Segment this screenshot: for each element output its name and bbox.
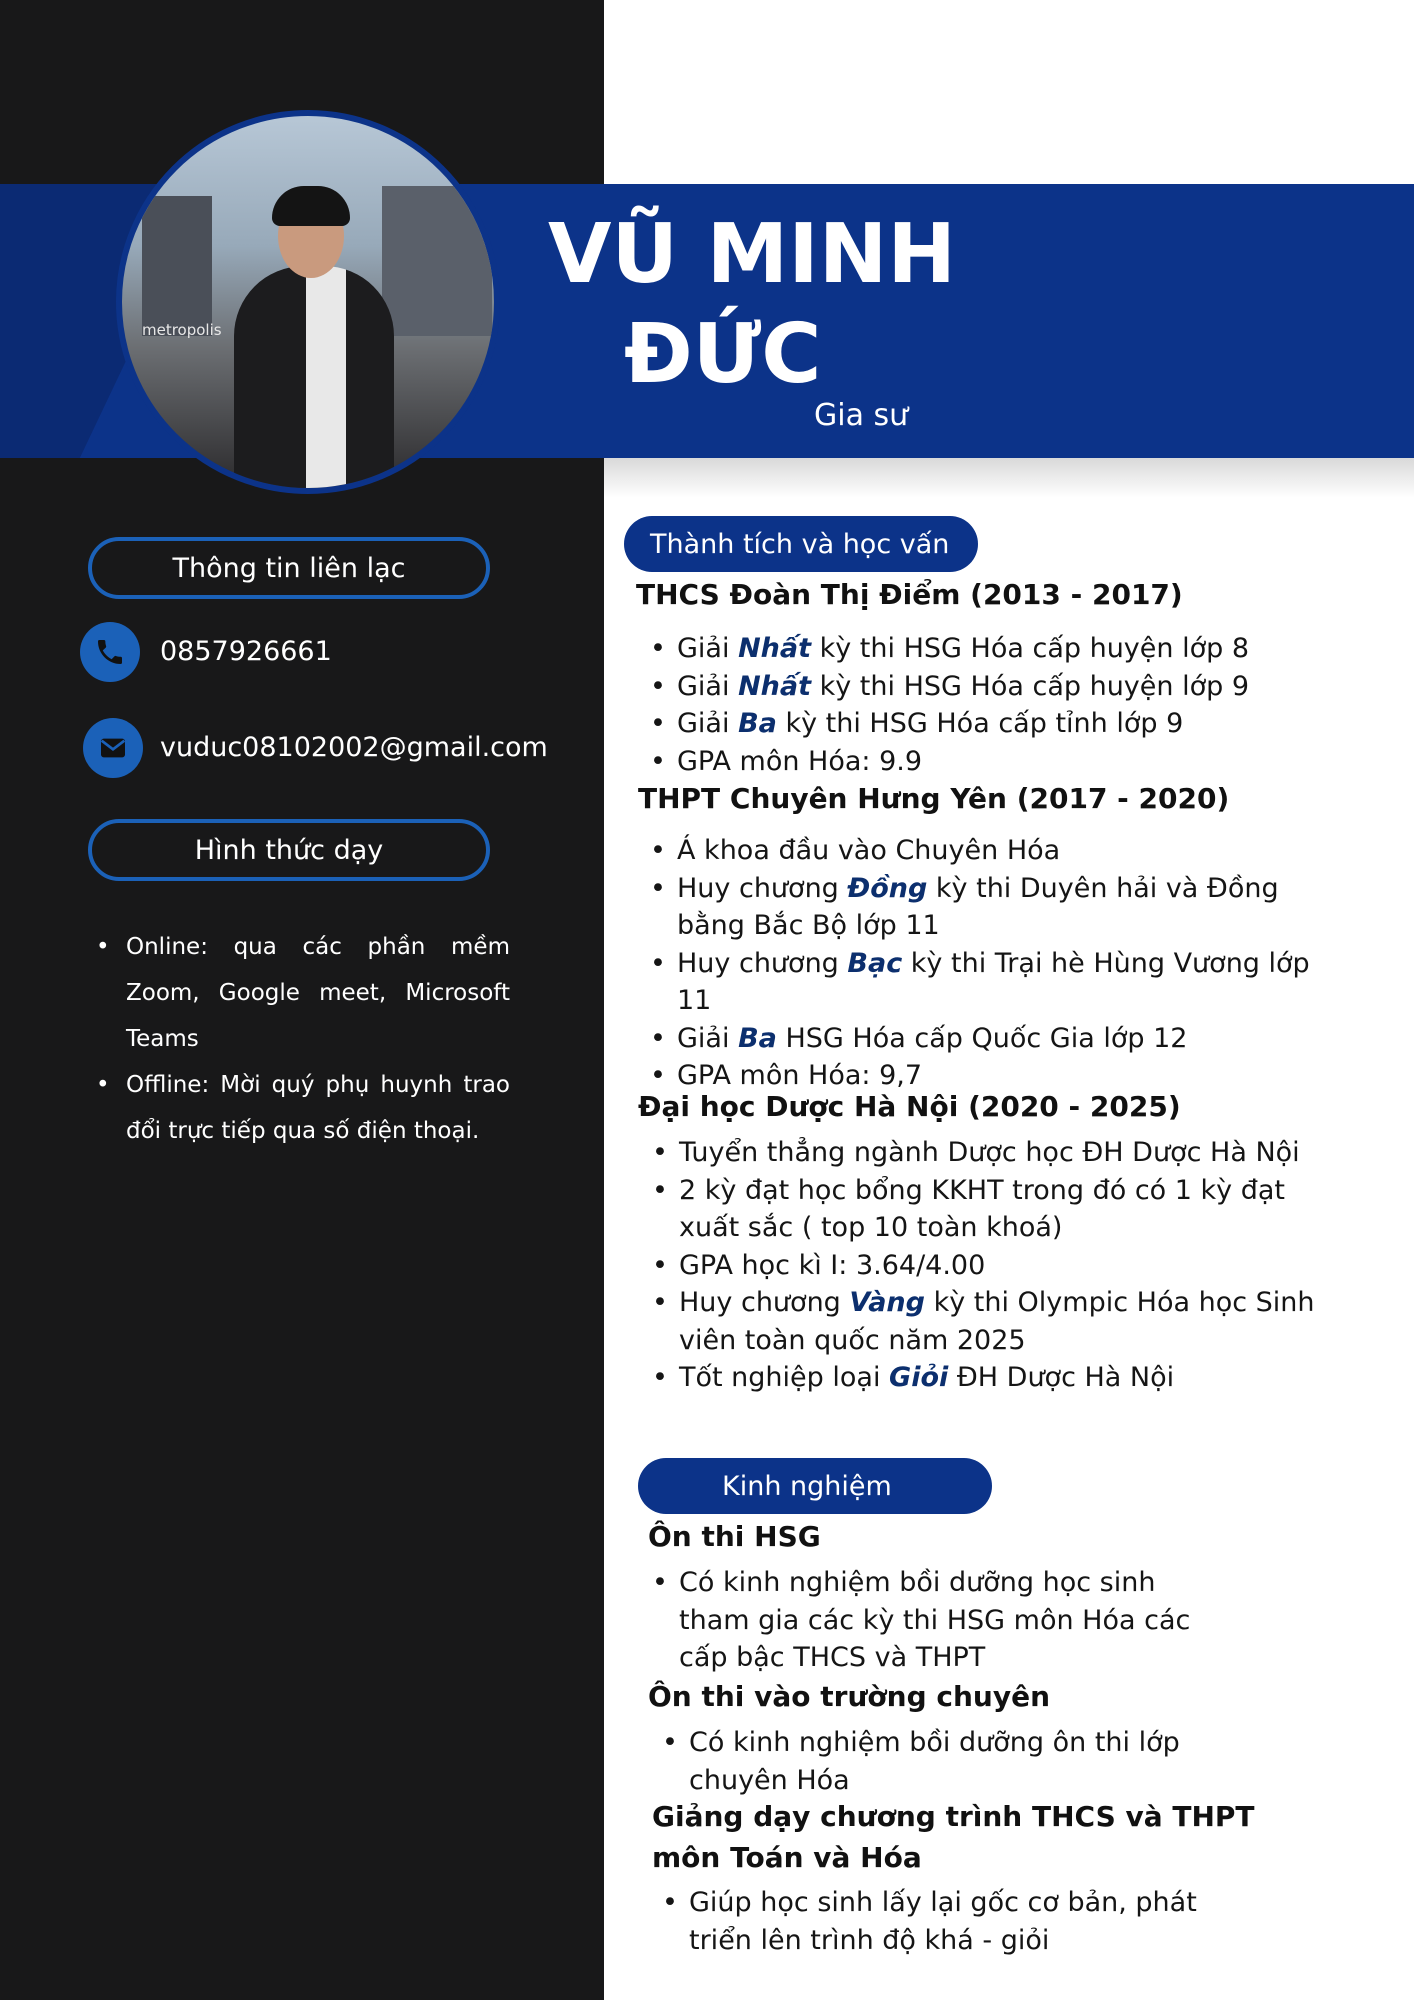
photo-person-hair: [272, 186, 350, 226]
list-item: • Có kinh nghiệm bồi dưỡng học sinh tham gia các kỳ thi HSG môn Hóa các cấp bậc THCS và THPT: [644, 1564, 1234, 1677]
school-heading: Đại học Dược Hà Nội (2020 - 2025): [638, 1090, 1181, 1123]
experience-list: [654, 1724, 1244, 1799]
school-achievement-list: [642, 832, 1322, 1095]
list-item: • Giải Nhất kỳ thi HSG Hóa cấp huyện lớp 8: [642, 630, 1322, 668]
profile-photo: [116, 110, 500, 494]
experience-list: [644, 1564, 1234, 1677]
teaching-title-label: Hình thức dạy: [194, 834, 384, 866]
list-item: • Huy chương Đồng kỳ thi Duyên hải và Đồng bằng Bắc Bộ lớp 11: [642, 870, 1322, 945]
experience-heading: Ôn thi vào trường chuyên: [648, 1680, 1051, 1713]
email-address[interactable]: vuduc08102002@gmail.com: [160, 732, 548, 763]
list-item: • GPA môn Hóa: 9.9: [642, 743, 1322, 781]
list-item: • Huy chương Bạc kỳ thi Trại hè Hùng Vương lớp 11: [642, 945, 1322, 1020]
photo-person-body: [234, 266, 394, 494]
list-item: • Tuyển thẳng ngành Dược học ĐH Dược Hà Nội: [644, 1134, 1324, 1172]
list-item: • GPA học kì I: 3.64/4.00: [644, 1247, 1324, 1285]
school-achievement-list: [642, 630, 1322, 780]
teaching-mode-list: [96, 924, 510, 1154]
list-item: • Giải Ba kỳ thi HSG Hóa cấp tỉnh lớp 9: [642, 705, 1322, 743]
list-item: • Giúp học sinh lấy lại gốc cơ bản, phát triển lên trình độ khá - giỏi: [654, 1884, 1244, 1959]
banner-shadow: [604, 458, 1414, 498]
job-title: Gia sư: [814, 398, 909, 433]
list-item: • Có kinh nghiệm bồi dưỡng ôn thi lớp chuyên Hóa: [654, 1724, 1244, 1799]
list-item: • Offline: Mời quý phụ huynh trao đổi trực tiếp qua số điện thoại.: [96, 1062, 510, 1154]
list-item: • Giải Nhất kỳ thi HSG Hóa cấp huyện lớp 9: [642, 668, 1322, 706]
photo-building: [142, 196, 212, 336]
list-item: • GPA môn Hóa: 9,7: [642, 1057, 1322, 1095]
photo-building: [382, 186, 492, 336]
photo-sign: metropolis: [142, 321, 222, 339]
school-achievement-list: [644, 1134, 1324, 1397]
experience-heading: Ôn thi HSG: [648, 1520, 821, 1553]
teaching-section-title: [88, 819, 490, 881]
school-heading: THPT Chuyên Hưng Yên (2017 - 2020): [638, 782, 1230, 815]
list-item: • Tốt nghiệp loại Giỏi ĐH Dược Hà Nội: [644, 1359, 1324, 1397]
list-item: • Giải Ba HSG Hóa cấp Quốc Gia lớp 12: [642, 1020, 1322, 1058]
list-item: • 2 kỳ đạt học bổng KKHT trong đó có 1 kỳ đạt xuất sắc ( top 10 toàn khoá): [644, 1172, 1324, 1247]
experience-heading: Giảng dạy chương trình THCS và THPT môn Toán và Hóa: [652, 1800, 1255, 1874]
experience-section-title: [638, 1458, 992, 1514]
name-line-1: VŨ MINH: [548, 207, 956, 302]
list-item: • Online: qua các phần mềm Zoom, Google meet, Microsoft Teams: [96, 924, 510, 1062]
phone-icon: [80, 622, 140, 682]
education-title-label: Thành tích và học vấn: [650, 528, 950, 560]
experience-list: [654, 1884, 1244, 1959]
contact-title-label: Thông tin liên lạc: [172, 552, 406, 584]
school-heading: THCS Đoàn Thị Điểm (2013 - 2017): [636, 578, 1183, 611]
education-section-title: [624, 516, 978, 572]
contact-section-title: [88, 537, 490, 599]
envelope-icon: [83, 718, 143, 778]
list-item: • Huy chương Vàng kỳ thi Olympic Hóa học Sinh viên toàn quốc năm 2025: [644, 1284, 1324, 1359]
experience-title-label: Kinh nghiệm: [722, 1470, 892, 1502]
name-line-2: ĐỨC: [624, 307, 822, 402]
phone-number[interactable]: 0857926661: [160, 636, 332, 667]
list-item: • Á khoa đầu vào Chuyên Hóa: [642, 832, 1322, 870]
